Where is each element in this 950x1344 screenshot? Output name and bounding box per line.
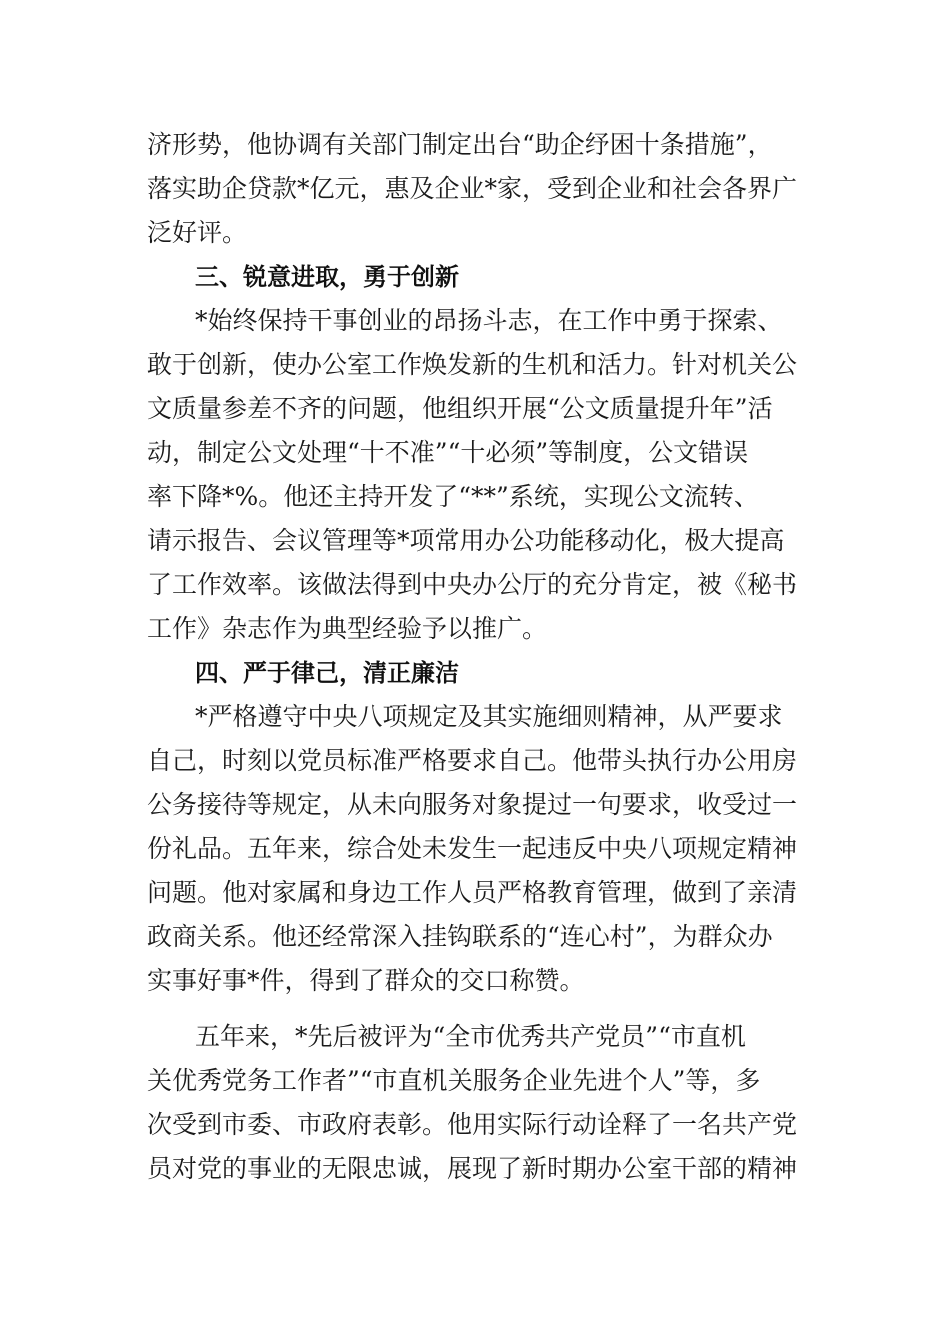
paragraph-line: 工作》杂志作为典型经验予以推广。 (147, 614, 548, 643)
paragraph-line: *严格遵守中央八项规定及其实施细则精神，从严要求 (195, 702, 783, 731)
paragraph-line: 员对党的事业的无限忠诚，展现了新时期办公室干部的精神 (147, 1154, 798, 1183)
paragraph-line: 率下降*%。他还主持开发了“**”系统，实现公文流转、 (147, 482, 759, 511)
paragraph-line: 五年来，*先后被评为“全市优秀共产党员”“市直机 (195, 1022, 746, 1051)
section-heading-4: 四、严于律己，清正廉洁 (195, 659, 459, 687)
paragraph-line: 关优秀党务工作者”“市直机关服务企业先进个人”等，多 (147, 1066, 761, 1095)
paragraph-line: 文质量参差不齐的问题，他组织开展“公文质量提升年”活 (147, 394, 773, 423)
paragraph-line: 政商关系。他还经常深入挂钩联系的“连心村”，为群众办 (147, 922, 773, 951)
paragraph-line: 自己，时刻以党员标准严格要求自己。他带头执行办公用房 (147, 746, 798, 775)
paragraph-line: 次受到市委、市政府表彰。他用实际行动诠释了一名共产党 (147, 1110, 798, 1139)
paragraph-line: 请示报告、会议管理等*项常用办公功能移动化，极大提高 (147, 526, 785, 555)
paragraph-line: 济形势，他协调有关部门制定出台“助企纾困十条措施”， (147, 130, 773, 159)
paragraph-line: 泛好评。 (147, 218, 248, 247)
paragraph-line: 实事好事*件，得到了群众的交口称赞。 (147, 966, 585, 995)
paragraph-line: 了工作效率。该做法得到中央办公厅的充分肯定，被《秘书 (147, 570, 798, 599)
section-heading-3: 三、锐意进取，勇于创新 (195, 263, 459, 291)
paragraph-line: 问题。他对家属和身边工作人员严格教育管理，做到了亲清 (147, 878, 798, 907)
paragraph-line: 公务接待等规定，从未向服务对象提过一句要求，收受过一 (147, 790, 798, 819)
paragraph-line: *始终保持干事创业的昂扬斗志，在工作中勇于探索、 (195, 306, 783, 335)
paragraph-line: 份礼品。五年来，综合处未发生一起违反中央八项规定精神 (147, 834, 798, 863)
paragraph-line: 落实助企贷款*亿元，惠及企业*家，受到企业和社会各界广 (147, 174, 798, 203)
paragraph-line: 动，制定公文处理“十不准”“十必须”等制度，公文错误 (147, 438, 749, 467)
paragraph-line: 敢于创新，使办公室工作焕发新的生机和活力。针对机关公 (147, 350, 798, 379)
